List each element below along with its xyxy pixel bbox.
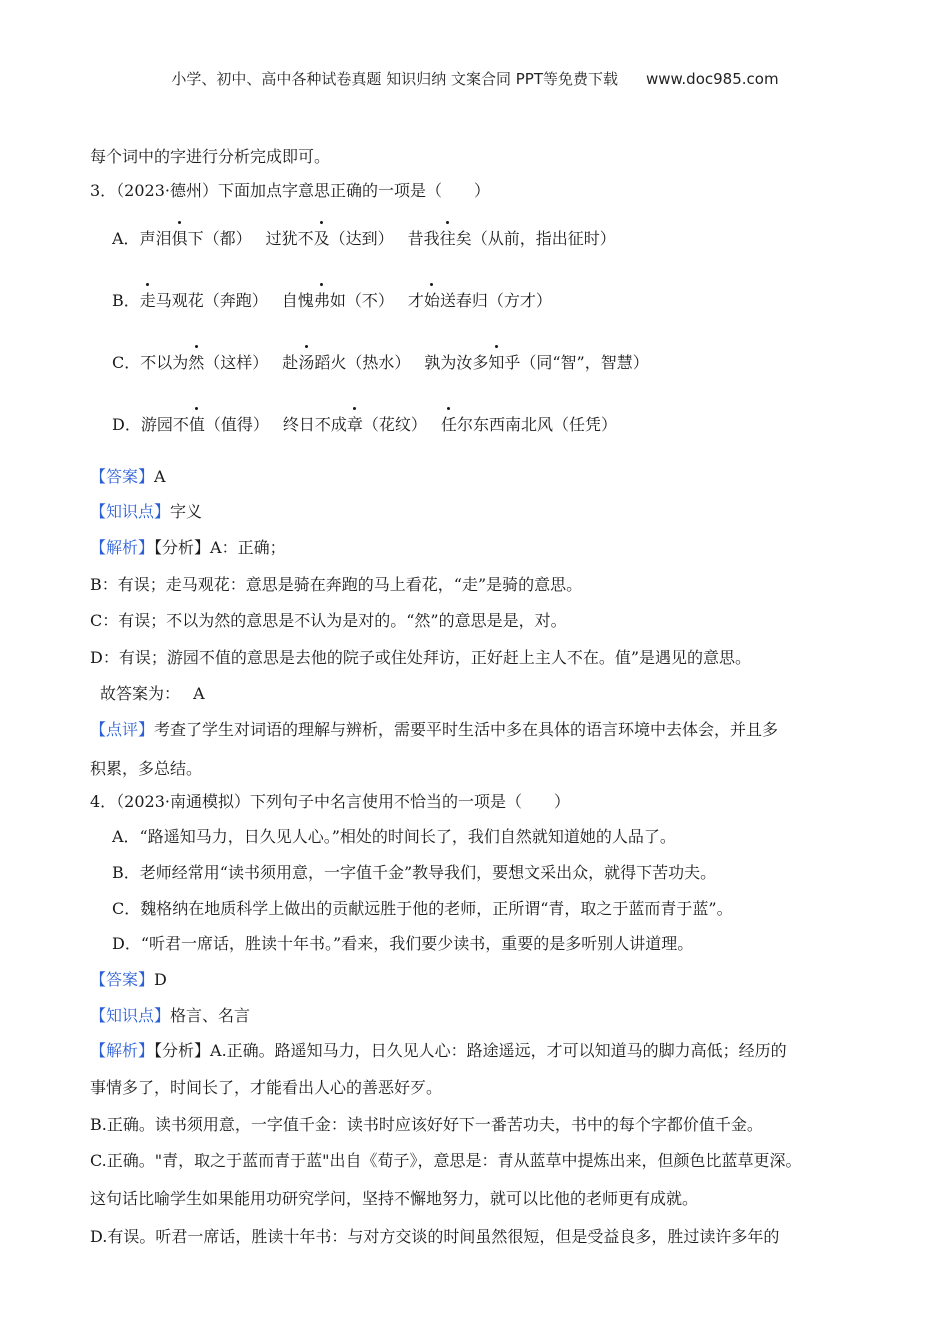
q4-option-a: A．“路遥知马力，日久见人心。”相处的时间长了，我们自然就知道她的人品了。 [112, 827, 676, 846]
q4-knowledge-point: 【知识点】格言、名言 [90, 1006, 251, 1025]
q3-knowledge-point: 【知识点】字义 [90, 502, 203, 521]
q3-comment: 【点评】考查了学生对词语的理解与辨析，需要平时生活中多在具体的语言环境中去体会，并且多 [90, 720, 779, 739]
emphasis-char: 值 [188, 415, 205, 434]
q4-option-d: D．“听君一席话，胜读十年书。”看来，我们要少读书，重要的是多听别人讲道理。 [112, 934, 694, 953]
emphasis-char: 弗 [313, 291, 330, 310]
q4-analysis-cont: 事情多了，时间长了，才能看出人心的善恶好歹。 [90, 1078, 443, 1097]
q4-analysis-d: D.有误。听君一席话，胜读十年书：与对方交谈的时间虽然很短，但是受益良多，胜过读许多年的 [90, 1227, 780, 1246]
emphasis-char: 汤 [298, 353, 315, 372]
emphasis-char: 往 [439, 229, 456, 248]
q4-title: 4．（2023·南通模拟）下列句子中名言使用不恰当的一项是（ ） [90, 792, 570, 811]
page-header [0, 68, 950, 89]
emphasis-char: 走 [139, 291, 156, 310]
q4-analysis-c-cont: 这句话比喻学生如果能用功研究学问，坚持不懈地努力，就可以比他的老师更有成就。 [90, 1189, 699, 1208]
emphasis-char: 然 [188, 353, 205, 372]
q3-analysis-c: C：有误；不以为然的意思是不认为是对的。“然”的意思是是，对。 [90, 611, 567, 630]
q4-analysis-b: B.正确。读书须用意，一字值千金：读书时应该好好下一番苦功夫，书中的每个字都价值千金。 [90, 1115, 763, 1134]
emphasis-char: 知 [488, 353, 505, 372]
q3-title: 3．（2023·德州）下面加点字意思正确的一项是（ ） [90, 181, 490, 200]
q2-tail: 每个词中的字进行分析完成即可。 [90, 147, 331, 166]
q4-option-c: C．魏格纳在地质科学上做出的贡献远胜于他的老师，正所谓“青，取之于蓝而青于蓝”。 [112, 899, 733, 918]
q4-option-b: B．老师经常用“读书须用意，一字值千金”教导我们，要想文采出众，就得下苦功夫。 [112, 863, 717, 882]
q4-analysis-c: C.正确。"青，取之于蓝而青于蓝"出自《荀子》，意思是：青从蓝草中提炼出来，但颜色比蓝草更深。 [90, 1151, 802, 1170]
q3-option-a: A．声泪俱下（都） 过犹不及（达到） 昔我往矣（从前，指出征时） [112, 229, 616, 248]
header-text: 小学、初中、高中各种试卷真题 知识归纳 文案合同 PPT等免费下载 [171, 70, 618, 88]
emphasis-char: 始 [423, 291, 440, 310]
q3-comment-cont: 积累，多总结。 [90, 759, 203, 778]
header-url[interactable]: www.doc985.com [645, 70, 779, 88]
q3-analysis: 【解析】【分析】A：正确； [90, 538, 286, 557]
q4-answer: 【答案】D [90, 970, 167, 989]
emphasis-char: 及 [313, 229, 330, 248]
emphasis-char: 任 [440, 415, 457, 434]
q3-option-d: D．游园不值（值得） 终日不成章（花纹） 任尔东西南北风（任凭） [112, 415, 617, 434]
q3-option-c: C．不以为然（这样） 赴汤蹈火（热水） 孰为汝多知乎（同“智”，智慧） [112, 353, 649, 372]
q4-analysis: 【解析】【分析】A.正确。路遥知马力，日久见人心：路途遥远，才可以知道马的脚力高低；经历的 [90, 1041, 787, 1060]
q3-option-b: B．走马观花（奔跑） 自愧弗如（不） 才始送春归（方才） [112, 291, 552, 310]
emphasis-char: 章 [346, 415, 363, 434]
q3-analysis-d: D：有误；游园不值的意思是去他的院子或住处拜访，正好赶上主人不在。值”是遇见的意思。 [90, 648, 752, 667]
q3-conclusion: 故答案为： A [100, 684, 205, 703]
q3-analysis-b: B：有误；走马观花：意思是骑在奔跑的马上看花，“走”是骑的意思。 [90, 575, 583, 594]
q3-answer: 【答案】A [90, 467, 166, 486]
emphasis-char: 俱 [171, 229, 188, 248]
